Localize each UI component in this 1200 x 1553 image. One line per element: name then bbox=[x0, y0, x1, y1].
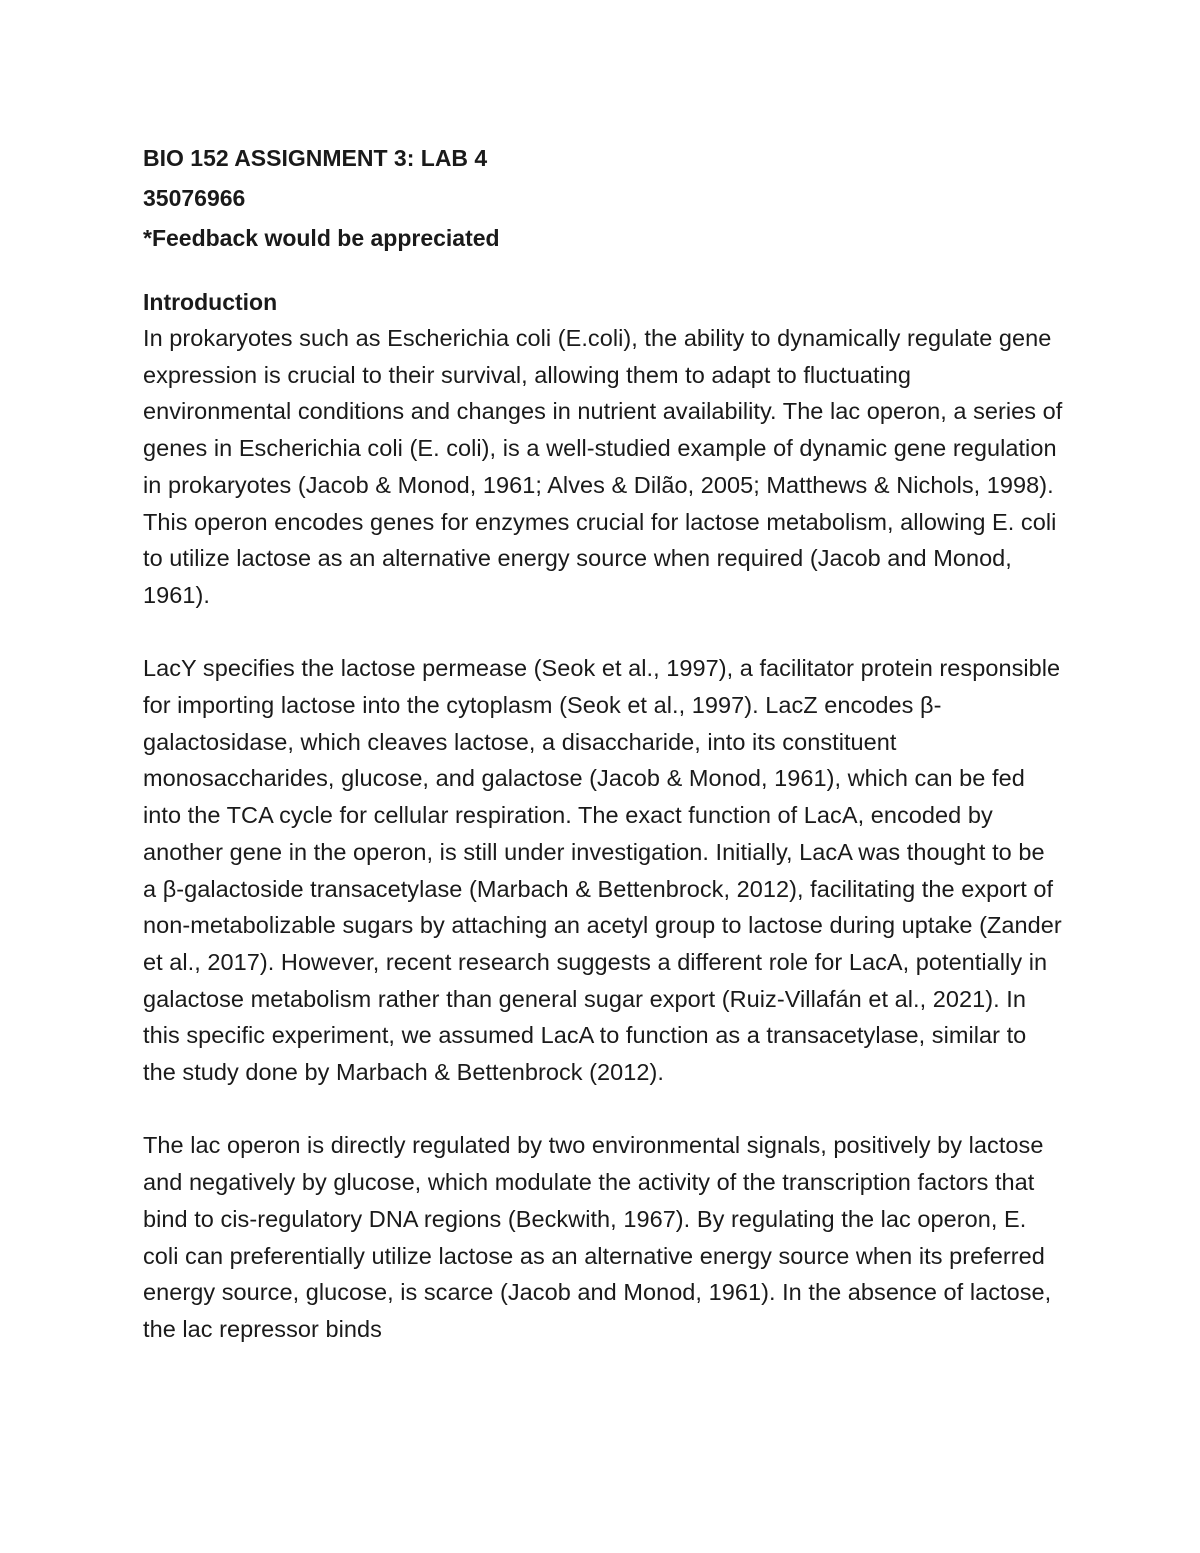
feedback-note: *Feedback would be appreciated bbox=[143, 225, 500, 251]
paragraph: In prokaryotes such as Escherichia coli (E.coli), the ability to dynamically regulate gene expression is crucial to their survival, allowing them to adapt to fluctuating environmental conditions and changes in nutrient availability. The lac operon, a series of genes in Escherichia coli (E. coli), is a well-studied example of dynamic gene regulation in prokaryotes (Jacob & Monod, 1961; Alves & Dilão, 2005; Matthews & Nichols, 1998). This operon encodes genes for enzymes crucial for lactose metabolism, allowing E. coli to utilize lactose as an alternative energy source when required (Jacob and Monod, 1961). bbox=[143, 325, 1063, 608]
paragraph: LacY specifies the lactose permease (Seok et al., 1997), a facilitator protein responsible for importing lactose into the cytoplasm (Seok et al., 1997). LacZ encodes β-galactosidase, which cleaves lactose, a disaccharide, into its constituent monosaccharides, glucose, and galactose (Jacob & Monod, 1961), which can be fed into the TCA cycle for cellular respiration. The exact function of LacA, encoded by another gene in the operon, is still under investigation. Initially, LacA was thought to be a β-galactoside transacetylase (Marbach & Bettenbrock, 2012), facilitating the export of non-metabolizable sugars by attaching an acetyl group to lactose during uptake (Zander et al., 2017). However, recent research suggests a different role for LacA, potentially in galactose metabolism rather than general sugar export (Ruiz-Villafán et al., 2021). In this specific experiment, we assumed LacA to function as a transacetylase, similar to the study done by Marbach & Bettenbrock (2012). bbox=[143, 655, 1062, 1086]
document-body bbox=[143, 138, 1063, 1348]
section-heading-introduction: Introduction bbox=[143, 289, 278, 315]
student-id: 35076966 bbox=[143, 185, 246, 211]
paragraph: The lac operon is directly regulated by two environmental signals, positively by lactose and negatively by glucose, which modulate the activity of the transcription factors that bind to cis-regulatory DNA regions (Beckwith, 1967). By regulating the lac operon, E. coli can preferentially utilize lactose as an alternative energy source when its preferred energy source, glucose, is scarce (Jacob and Monod, 1961). In the absence of lactose, the lac repressor binds bbox=[143, 1132, 1052, 1342]
document-title: BIO 152 ASSIGNMENT 3: LAB 4 bbox=[143, 145, 488, 171]
